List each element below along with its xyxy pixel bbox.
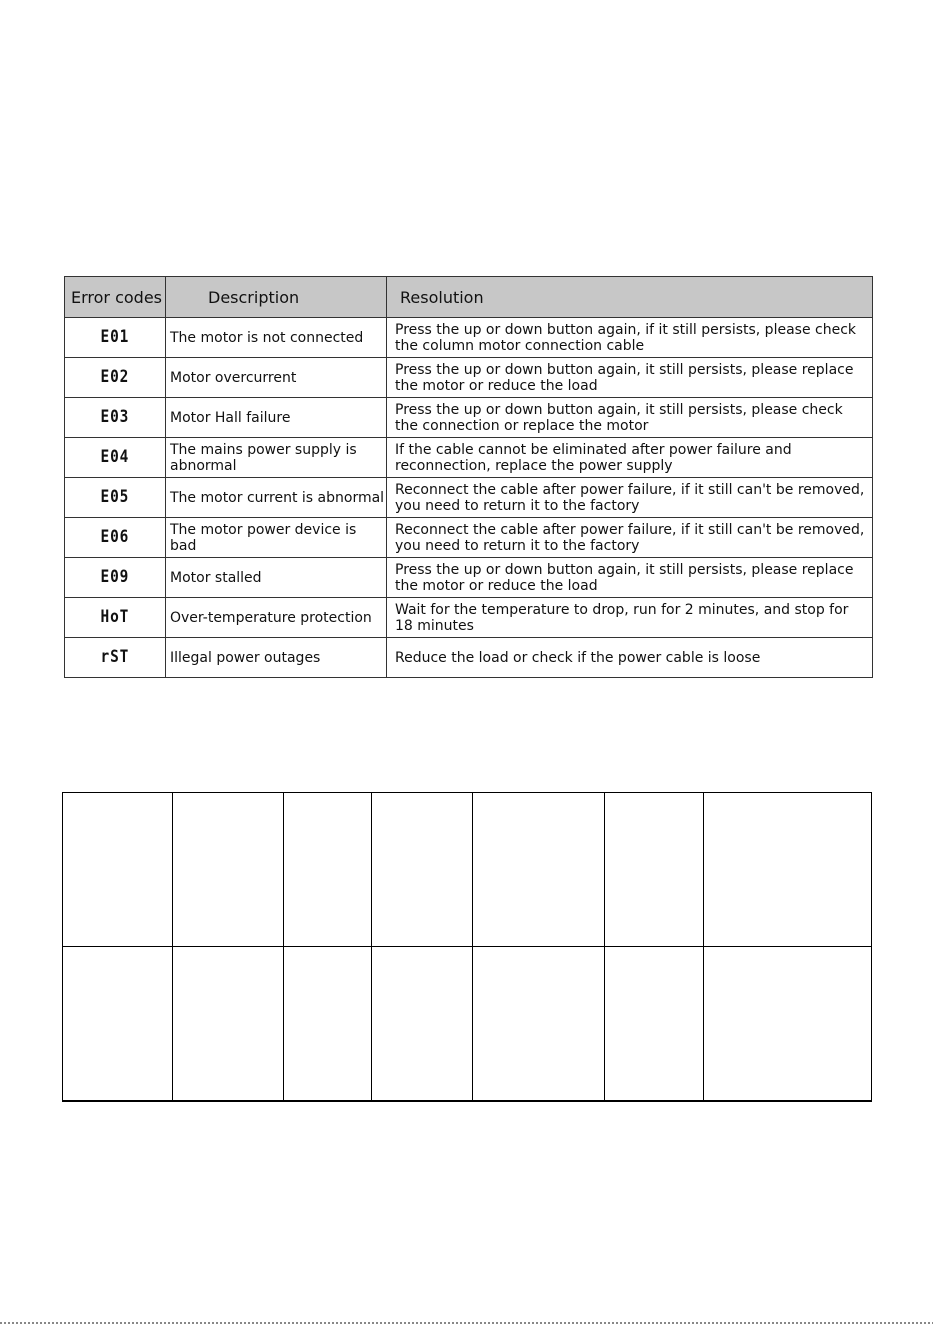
description-cell: The mains power supply is abnormal [166, 438, 387, 478]
description-cell: Over-temperature protection [166, 598, 387, 638]
error-code-cell [65, 478, 166, 518]
error-code: HoT [100, 607, 130, 627]
table-cell [284, 947, 372, 1102]
description-cell: Illegal power outages [166, 638, 387, 678]
error-code-cell [65, 638, 166, 678]
error-code-cell [65, 318, 166, 358]
resolution-cell: Press the up or down button again, it still persists, please replace the motor or reduce the load [387, 358, 873, 398]
table-cell [63, 947, 173, 1102]
header-resolution: Resolution [387, 277, 873, 318]
error-code: E03 [100, 407, 130, 427]
description-cell: Motor overcurrent [166, 358, 387, 398]
table-row [63, 947, 872, 1102]
table-row [63, 793, 872, 947]
resolution-cell: Reconnect the cable after power failure, if it still can't be removed, you need to return it to the factory [387, 478, 873, 518]
table-row [65, 398, 873, 438]
resolution-cell: If the cable cannot be eliminated after power failure and reconnection, replace the power supply [387, 438, 873, 478]
table-cell [284, 793, 372, 947]
error-code: E05 [100, 487, 130, 507]
table-row [65, 518, 873, 558]
error-code-cell [65, 438, 166, 478]
error-code-cell [65, 358, 166, 398]
description-cell: The motor is not connected [166, 318, 387, 358]
description-cell: The motor power device is bad [166, 518, 387, 558]
error-code: E04 [100, 447, 130, 467]
table-row [65, 598, 873, 638]
error-code-cell [65, 398, 166, 438]
error-code: E01 [100, 327, 130, 347]
resolution-cell: Press the up or down button again, if it still persists, please check the column motor connection cable [387, 318, 873, 358]
error-codes-table [64, 276, 873, 678]
table-cell [473, 793, 605, 947]
resolution-cell: Reduce the load or check if the power cable is loose [387, 638, 873, 678]
table-row [65, 358, 873, 398]
table-cell [473, 947, 605, 1102]
table-row [65, 438, 873, 478]
table-row [65, 638, 873, 678]
table-cell [63, 793, 173, 947]
description-cell: Motor Hall failure [166, 398, 387, 438]
table-cell [704, 947, 872, 1102]
header-error-codes: Error codes [65, 277, 166, 318]
error-code: rST [100, 647, 130, 667]
error-code-cell [65, 558, 166, 598]
table-cell [173, 947, 284, 1102]
header-description: Description [166, 277, 387, 318]
resolution-cell: Wait for the temperature to drop, run for 2 minutes, and stop for 18 minutes [387, 598, 873, 638]
table-cell [372, 793, 473, 947]
table-cell [605, 793, 704, 947]
table-cell [173, 793, 284, 947]
table-cell [704, 793, 872, 947]
error-code-cell [65, 518, 166, 558]
blank-grid-table [62, 792, 872, 1102]
resolution-cell: Reconnect the cable after power failure, if it still can't be removed, you need to return it to the factory [387, 518, 873, 558]
table-row [65, 558, 873, 598]
error-code: E06 [100, 527, 130, 547]
table-cell [605, 947, 704, 1102]
table-row [65, 478, 873, 518]
resolution-cell: Press the up or down button again, it still persists, please replace the motor or reduce the load [387, 558, 873, 598]
error-code: E09 [100, 567, 130, 587]
description-cell: Motor stalled [166, 558, 387, 598]
resolution-cell: Press the up or down button again, it still persists, please check the connection or replace the motor [387, 398, 873, 438]
table-row [65, 318, 873, 358]
table-header-row [65, 277, 873, 318]
table-cell [372, 947, 473, 1102]
description-cell: The motor current is abnormal [166, 478, 387, 518]
error-code: E02 [100, 367, 130, 387]
error-code-cell [65, 598, 166, 638]
